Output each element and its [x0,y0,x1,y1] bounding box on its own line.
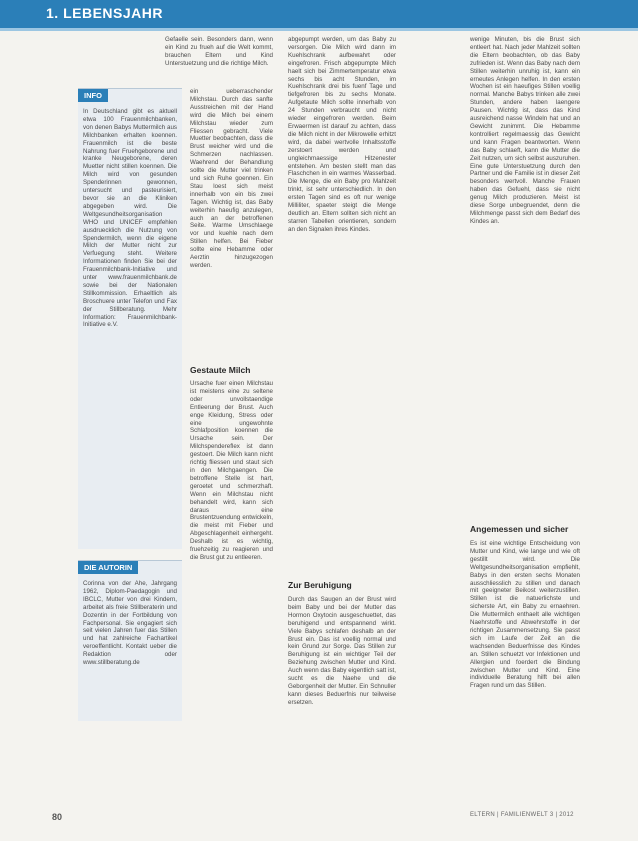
column-4-top [470,36,580,506]
col4-text-bottom: Es ist eine wichtige Entscheidung von Mutter und Kind, wie lange und wie oft gestillt wird. Die Weltgesundheitsorganisation empfiehlt, Babys in den ersten sechs Monaten ausschliesslich zu stillen und danach mit geeigneter Beikost weiterzustillen. Stillen ist die natuerlichste und sicherste Art, ein Baby zu ernaehren. Die Muttermilch enthaelt alle wichtigen Naehrstoffe und Abwehrstoffe in der richtigen Zusammensetzung. Sie passt sich im Laufe der Zeit an die wachsenden Beduerfnisse des Kindes an. Stillen schuetzt vor Infektionen und Allergien und foerdert die Bindung zwischen Mutter und Kind. Eine individuelle Beratung hilft bei allen Fragen rund um das Stillen. [470,540,580,690]
column-1-intro [165,36,273,86]
col3-text-top: abgepumpt werden, um das Baby zu versorgen. Die Milch wird dann im Kuehlschrank aufbewahrt oder eingefroren. Frisch abgepumpte Milch haelt sich bei Zimmertemperatur etwa sechs bis acht Stunden, im Kuehlschrank drei bis fuenf Tage und tiefgefroren bis zu sechs Monate. Aufgetaute Milch sollte innerhalb von 24 Stunden verbraucht und nicht wieder eingefroren werden. Beim Erwaermen ist darauf zu achten, dass die Milch nicht in der Mikrowelle erhitzt wird, da dabei wertvolle Inhaltsstoffe zerstoert werden und ungleichmaessige Hitzenester entstehen. Am besten stellt man das Flaschchen in ein warmes Wasserbad. Die Menge, die ein Baby pro Mahlzeit trinkt, ist sehr unterschiedlich. In den ersten Tagen sind es oft nur wenige Milliliter, spaeter steigt die Menge deutlich an. Eltern sollten sich nicht an starren Tabellen orientieren, sondern an den Signalen ihres Kindes. [288,36,396,233]
section-title: 1. LEBENSJAHR [46,5,163,21]
author-box-label: DIE AUTORIN [78,561,138,574]
col2-text-top: ein ueberraschender Milchstau. Durch das sanfte Ausstreichen mit der Hand wird die Milch bei einem Milchstau wieder zum Fliessen gebracht. Viele Muetter beobachten, dass die Brust weicher wird und die Schmerzen nachlassen. Waehrend der Behandlung sollte die Mutter viel trinken und sich Ruhe goennen. Ein Stau loest sich meist innerhalb von ein bis zwei Tagen. Wichtig ist, das Baby weiterhin haeufig anzulegen, auch an der betroffenen Seite. Warme Umschlaege vor und kuehle nach dem Stillen helfen. Bei Fieber sollte eine Hebamme oder Aerztin hinzugezogen werden. [190,88,273,269]
info-box-text: In Deutschland gibt es aktuell etwa 100 Frauenmilchbanken, von denen Babys Muttermilch aus Milchbanken erhalten koennen. Frauenmilch ist die beste Nahrung fuer Fruehgeborene und kranke Neugeborene, deren Muetter nicht stillen koennen. Die Milch wird von gesunden Spenderinnen gewonnen, untersucht und pasteurisiert, bevor sie an die Kliniken abgegeben wird. Die Weltgesundheitsorganisation WHO und UNICEF empfehlen ausdruecklich die Nutzung von Spendermilch, wenn die eigene Milch der Mutter nicht zur Verfuegung steht. Weitere Informationen finden Sie bei der Frauenmilchbank-Initiative und unter www.frauenmilchbank.de sowie bei der Nationalen Stillkommission. Erhaeltlich als Broschuere unter Telefon und Fax der Stillberatung. Mehr Information: Frauenmilchbank-Initiative e.V. [83,108,177,329]
author-box-text: Corinna von der Ahe, Jahrgang 1962, Diplom-Paedagogin und IBCLC, Mutter von drei Kindern, arbeitet als freie Stillberaterin und Dozentin in der Fortbildung von Fachpersonal. Sie engagiert sich seit vielen Jahren fuer das Stillen und hat zahlreiche Fachartikel veroeffentlicht. Kontakt ueber die Redaktion oder www.stillberatung.de [83,580,177,667]
column-4-bottom [470,540,580,800]
author-box [78,560,182,721]
footer-magazine: ELTERN | FAMILIENWELT 3 | 2012 [470,812,574,818]
info-box-label: INFO [78,89,108,102]
col4-text-top: wenige Minuten, bis die Brust sich entleert hat. Nach jeder Mahlzeit sollten die Eltern beobachten, ob das Baby zufrieden ist. Wenn das Baby nach dem Stillen weiterhin unruhig ist, kann ein erneutes Anlegen helfen. In den ersten Wochen ist ein haeufiges Stillen voellig normal. Manche Babys trinken alle zwei Stunden, andere haben laengere Pausen. Wichtig ist, dass das Kind ausreichend nasse Windeln hat und an Gewicht zunimmt. Die Hebamme kontrolliert regelmaessig das Gewicht und kann Fragen beantworten. Wenn das Baby schlaeft, kann die Mutter die Zeit nutzen, um sich selbst auszuruhen. Eine gute Unterstuetzung durch den Partner und die Familie ist in dieser Zeit besonders wertvoll. Manche Frauen haben das Gefuehl, dass sie nicht genug Milch produzieren. Meist ist diese Sorge unbegruendet, denn die Milchmenge passt sich dem Bedarf des Kindes an. [470,36,580,225]
col3-text-bottom: Durch das Saugen an der Brust wird beim Baby und bei der Mutter das Hormon Oxytocin ausgeschuettet, das beruhigend und entspannend wirkt. Viele Babys schlafen deshalb an der Brust ein. Das ist voellig normal und kein Grund zur Sorge. Das Stillen zur Beruhigung ist ein wichtiger Teil der Beziehung zwischen Mutter und Kind. Auch wenn das Baby eigentlich satt ist, sucht es die Naehe und die Geborgenheit der Mutter. Ein Schnuller kann dieses Beduerfnis nur teilweise ersetzen. [288,596,396,706]
column-2-bottom [190,380,273,785]
column-3-top [288,36,396,566]
col3-subheading: Zur Beruhigung [288,580,352,590]
col4-subheading: Angemessen und sicher [470,524,569,534]
info-box [78,88,182,549]
page-header [0,0,638,28]
col1-text: Gefaelle sein. Besonders dann, wenn ein Kind zu frueh auf die Welt kommt, brauchen Eltern und Kind Unterstuetzung und die richtige Milch. [165,36,273,67]
col2-text-bottom: Ursache fuer einen Milchstau ist meistens eine zu seltene oder unvollstaendige Entleerung der Brust. Auch enge Kleidung, Stress oder eine ungewohnte Schlafposition koennen die Ursache sein. Der Milchspendereflex ist dann gestoert. Die Milch kann nicht richtig fliessen und staut sich in den Milchgaengen. Die betroffene Stelle ist hart, geroetet und schmerzhaft. Wenn ein Milchstau nicht behandelt wird, kann sich daraus eine Brustentzuendung entwickeln, die meist mit Fieber und Abgeschlagenheit einhergeht. Deshalb ist es wichtig, fruehzeitig zu reagieren und die Brust gut zu entleeren. [190,380,273,561]
column-2-top [190,88,273,358]
header-rule [0,28,638,31]
page-number: 80 [52,812,63,822]
col2-subheading: Gestaute Milch [190,365,251,375]
column-3-bottom [288,596,396,786]
